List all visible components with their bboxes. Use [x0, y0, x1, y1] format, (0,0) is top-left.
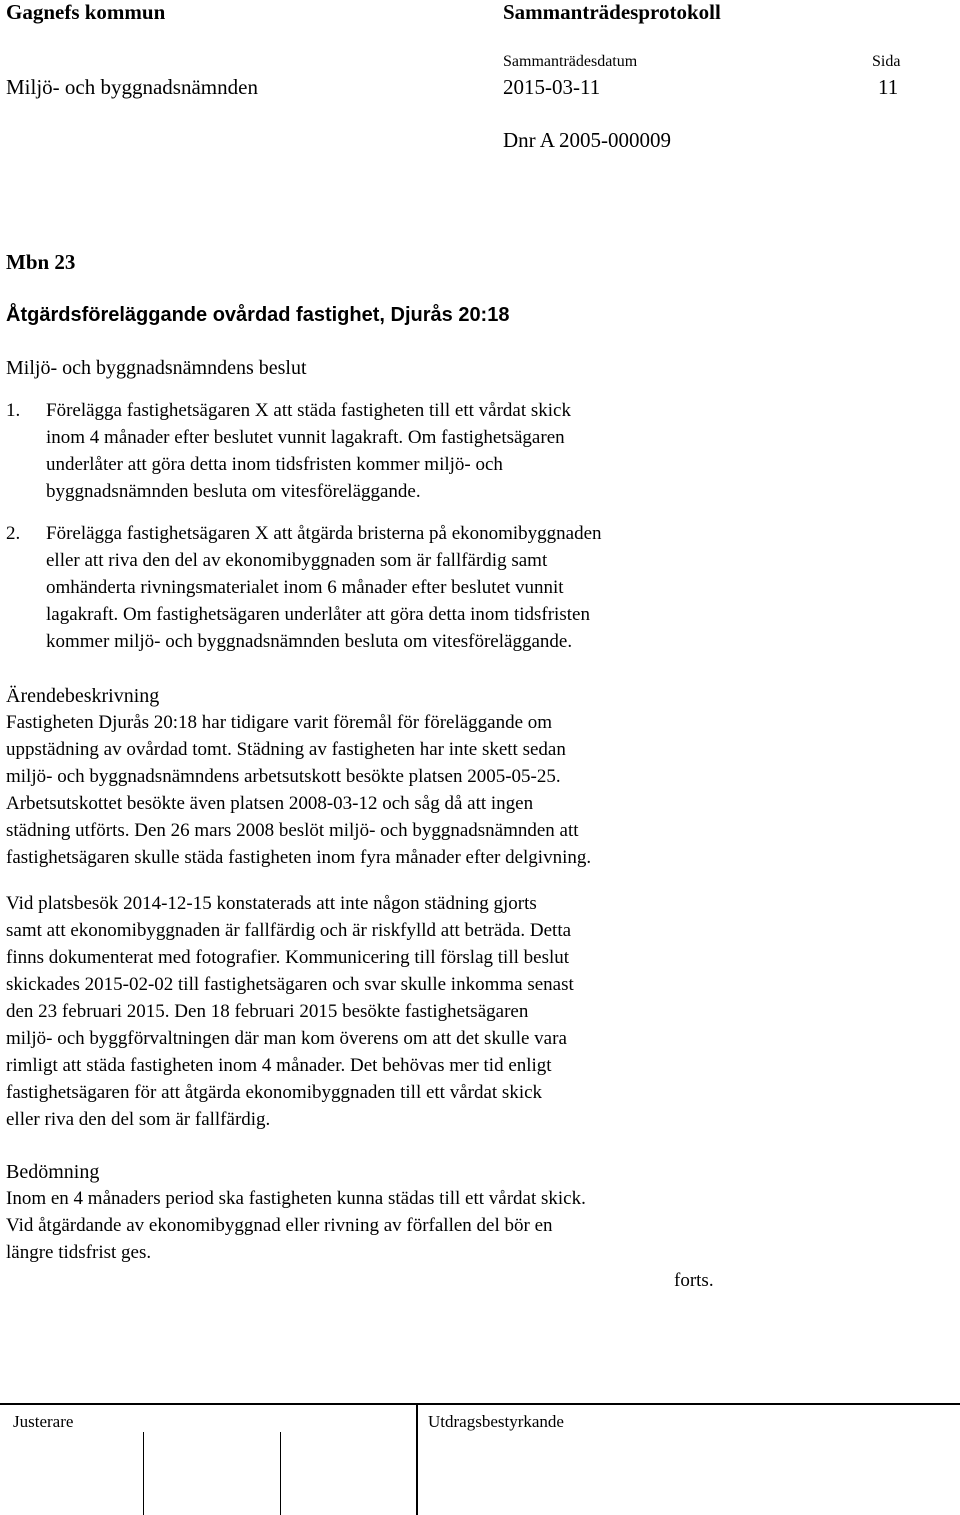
- decision-item-1-line: byggnadsnämnden besluta om vitesföreläggande.: [46, 481, 421, 502]
- committee-name: Miljö- och byggnadsnämnden: [6, 75, 258, 99]
- decision-item-2-line: Förelägga fastighetsägaren X att åtgärda bristerna på ekonomibyggnaden: [46, 523, 602, 544]
- date-label: Sammanträdesdatum: [503, 53, 638, 70]
- description-heading: Ärendebeskrivning: [6, 685, 160, 707]
- decision-item-2-line: omhänderta rivningsmaterialet inom 6 månader efter beslutet vunnit: [46, 577, 564, 598]
- decision-item-1-number: 1.: [6, 400, 21, 421]
- description-line: den 23 februari 2015. Den 18 februari 2015 besökte fastighetsägaren: [6, 1001, 529, 1022]
- decision-item-1-line: Förelägga fastighetsägaren X att städa fastigheten till ett vårdat skick: [46, 400, 571, 421]
- meeting-date: 2015-03-11: [503, 75, 601, 99]
- decision-item-2-line: eller att riva den del av ekonomibyggnaden som är fallfärdig samt: [46, 550, 548, 571]
- decision-item-2-number: 2.: [6, 523, 21, 544]
- utdragsbestyrkande-label: Utdragsbestyrkande: [428, 1412, 564, 1431]
- justerare-label: Justerare: [13, 1412, 74, 1431]
- description-line: finns dokumenterat med fotografier. Kommunicering till förslag till beslut: [6, 947, 570, 968]
- continued-marker: forts.: [674, 1270, 714, 1291]
- description-line: uppstädning av ovårdad tomt. Städning av fastigheten har inte skett sedan: [6, 739, 566, 760]
- assessment-line: längre tidsfrist ges.: [6, 1242, 152, 1263]
- description-line: städning utförts. Den 26 mars 2008 beslöt miljö- och byggnadsnämnden att: [6, 820, 579, 841]
- case-title: Åtgärdsföreläggande ovårdad fastighet, Djurås 20:18: [6, 304, 510, 326]
- document-type: Sammanträdesprotokoll: [503, 0, 721, 24]
- assessment-line: Vid åtgärdande av ekonomibyggnad eller rivning av förfallen del bör en: [6, 1215, 553, 1236]
- description-line: fastighetsägaren skulle städa fastigheten inom fyra månader efter delgivning.: [6, 847, 592, 868]
- description-line: skickades 2015-02-02 till fastighetsägaren och svar skulle inkomma senast: [6, 974, 574, 995]
- description-line: eller riva den del som är fallfärdig.: [6, 1109, 271, 1130]
- description-line: Arbetsutskottet besökte även platsen 2008-03-12 och såg då att ingen: [6, 793, 534, 814]
- org-name: Gagnefs kommun: [6, 0, 166, 24]
- footer-divider: [416, 1405, 418, 1515]
- assessment-heading: Bedömning: [6, 1161, 100, 1183]
- description-line: miljö- och byggnadsnämndens arbetsutskott besökte platsen 2005-05-25.: [6, 766, 561, 787]
- decision-item-1-line: inom 4 månader efter beslutet vunnit lagakraft. Om fastighetsägaren: [46, 427, 565, 448]
- page-number: 11: [878, 75, 899, 99]
- description-line: samt att ekonomibyggnaden är fallfärdig och är riskfylld att beträda. Detta: [6, 920, 572, 941]
- decision-item-1-line: underlåter att göra detta inom tidsfristen kommer miljö- och: [46, 454, 503, 475]
- decision-heading: Miljö- och byggnadsnämndens beslut: [6, 357, 307, 379]
- footer-top-rule: [0, 1403, 960, 1405]
- diary-number: Dnr A 2005-000009: [503, 128, 671, 152]
- description-line: Fastigheten Djurås 20:18 har tidigare varit föremål för föreläggande om: [6, 712, 553, 733]
- decision-item-2-line: kommer miljö- och byggnadsnämnden besluta om vitesföreläggande.: [46, 631, 573, 652]
- description-line: fastighetsägaren för att åtgärda ekonomibyggnaden till ett vårdat skick: [6, 1082, 543, 1103]
- signature-box-divider: [143, 1432, 144, 1515]
- case-number: Mbn 23: [6, 250, 76, 274]
- signature-box-divider: [280, 1432, 281, 1515]
- assessment-line: Inom en 4 månaders period ska fastigheten kunna städas till ett vårdat skick.: [6, 1188, 586, 1209]
- decision-item-2-line: lagakraft. Om fastighetsägaren underlåter att göra detta inom tidsfristen: [46, 604, 590, 625]
- description-line: rimligt att städa fastigheten inom 4 månader. Det behövas mer tid enligt: [6, 1055, 552, 1076]
- description-line: miljö- och byggförvaltningen där man kom överens om att det skulle vara: [6, 1028, 567, 1049]
- page-label: Sida: [872, 53, 901, 70]
- description-line: Vid platsbesök 2014-12-15 konstaterads att inte någon städning gjorts: [6, 893, 537, 914]
